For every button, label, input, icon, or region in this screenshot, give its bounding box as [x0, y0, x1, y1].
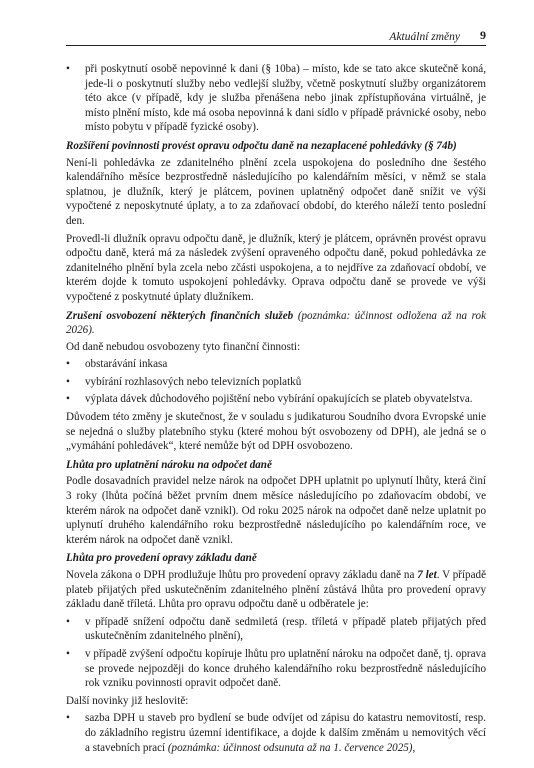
paragraph: Provedl-li dlužník opravu odpočtu daně, je dlužník, který je plátcem, oprávněn provést opravu odpočtu daně, která má za následek zvýšení opraveného odpočtu daně, pokud pohledávka ze zdanitelného plnění byla zcela nebo zčásti uspokojena, a to nejdříve za zdaňovací období, ve kterém dojde k tomuto uspokojení pohledávky. Oprava odpočtu daně se provede ve výši vypočtené z poskytnuté úplaty dlužníkem.: [66, 232, 486, 303]
section-heading: Lhůta pro provedení opravy základu daně: [66, 552, 257, 565]
heading-text: Zrušení osvobození některých finančních služeb: [66, 309, 294, 322]
list-item: • výplata dávek důchodového pojištění nebo vybírání opakujících se plateb obyvatelstva.: [66, 392, 486, 407]
document-body: [66, 62, 486, 758]
list-item: • obstarávání inkasa: [66, 357, 486, 372]
paragraph: [66, 568, 486, 612]
paragraph: Další novinky již heslovitě:: [66, 694, 189, 707]
list-item: • vybírání rozhlasových nebo televizních poplatků: [66, 375, 486, 390]
list-item: • při poskytnutí osobě nepovinné k dani (§ 10ba) – místo, kde se tato akce skutečně koná, jede-li o poskytnutí služby nebo vedlejší služby, včetně poskytnutí služby organizátorem této akce (v případě, kdy je služba přenášena nebo jinak zpřístupňována virtuálně, je místo plnění místo, kde má osoba nepovinná k dani sídlo v případě právnické osoby, nebo místo pobytu v případě fyzické osoby).: [66, 62, 486, 135]
emphasis: 7 let: [417, 569, 437, 581]
list-item: • v případě snížení odpočtu daně sedmiletá (resp. tříletá v případě plateb přijatých před uskutečněním zdanitelného plnění),: [66, 615, 486, 644]
text-run: sazba DPH u staveb pro bydlení se bude odvíjet od zápisu do katastru nemovitostí, resp. do základního registru územní identifikace, a dojde k dalším změnám u nemovitých věcí a stavebních prací: [85, 712, 486, 754]
list-item: [66, 711, 486, 755]
section-heading: Rozšíření povinnosti provést opravu odpočtu daně na nezaplacené pohledávky (§ 74b): [66, 139, 457, 152]
running-header: [66, 27, 486, 46]
section-title: Aktuální změny: [389, 31, 460, 43]
heading-note: (poznámka: účinnost odložena až na rok 2026).: [66, 309, 487, 337]
inline-note: (poznámka: účinnost odsunuta až na 1. července 2025),: [167, 741, 416, 754]
page-number: 9: [480, 28, 486, 42]
paragraph: Podle dosavadních pravidel nelze nárok na odpočet DPH uplatnit po uplynutí lhůty, která činí 3 roky (lhůta počíná běžet prvním dnem měsíce následujícího po zdaňovacím období, ve kterém nárok na odpočet daně vznikl). Od roku 2025 nárok na odpočet daně nelze uplatnit po uplynutí druhého kalendářního roku bezprostředně následujícího po kalendářním roce, ve kterém nárok na odpočet daně vznikl.: [66, 475, 486, 546]
text-run: . V případě plateb přijatých před uskutečněním zdanitelného plnění zůstává lhůta pro provedení opravy základu daně tříletá. Lhůta pro opravu odpočtu daně u odběratele je:: [66, 569, 486, 611]
section-heading: Lhůta pro uplatnění nároku na odpočet daně: [66, 458, 272, 471]
paragraph: Od daně nebudou osvobozeny tyto finanční činnosti:: [66, 340, 301, 353]
section-heading: [66, 309, 486, 338]
paragraph: Není-li pohledávka ze zdanitelného plnění zcela uspokojena do posledního dne šestého kalendářního měsíce bezprostředně následujícího po kalendářním měsíci, v němž se stala splatnou, je dlužník, který je plátcem, povinen uplatněný odpočet daně snížit ve výši vypočtené z neposkytnuté úplaty, a to za zdaňovací období, do kterého náleží tento poslední den.: [66, 156, 486, 227]
list-item: • v případě zvýšení odpočtu kopíruje lhůtu pro uplatnění nároku na odpočet daně, tj. oprava se provede nejpozději do konce druhého kalendářního roku bezprostředně následujícího rok vzniku povinnosti opravit odpočet daně.: [66, 647, 486, 691]
paragraph: Důvodem této změny je skutečnost, že v souladu s judikaturou Soudního dvora Evropské unie se nejedná o služby platebního styku (které mohou být osvobozeny od DPH), ale jedná se o „vymáhání pohledávek“, které nemůže být od DPH osvobozeno.: [66, 411, 486, 453]
text-run: Novela zákona o DPH prodlužuje lhůtu pro provedení opravy základu daně na: [66, 569, 418, 581]
